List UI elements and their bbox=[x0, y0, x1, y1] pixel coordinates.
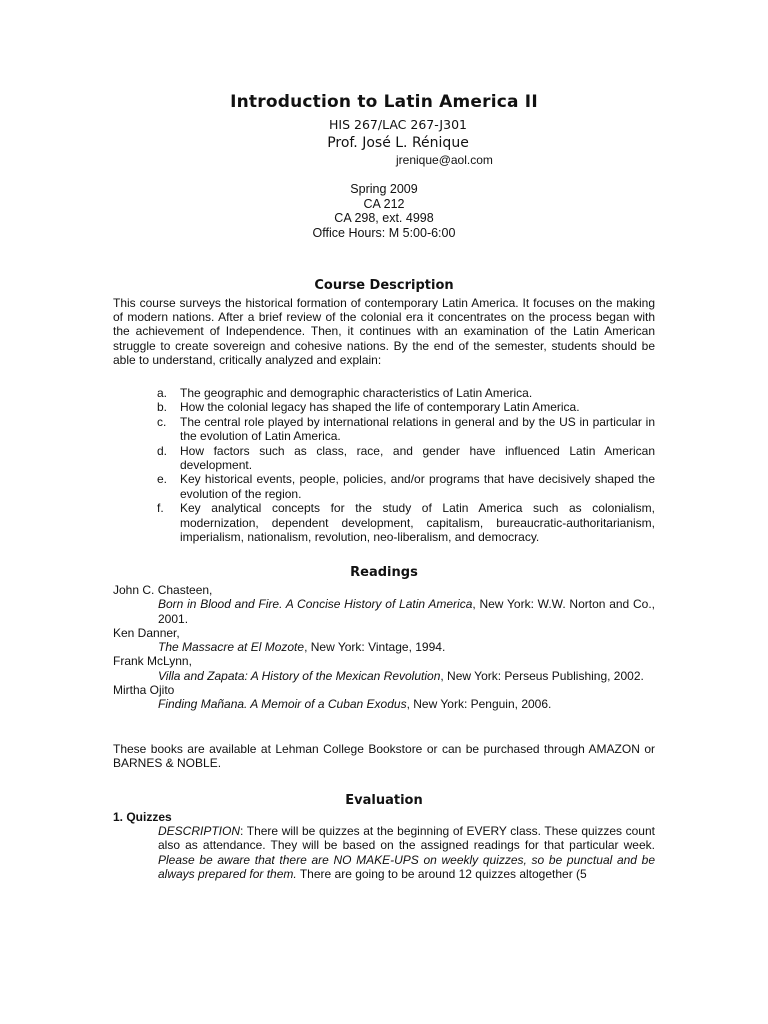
classroom: CA 212 bbox=[363, 196, 405, 211]
list-item: e. Key historical events, people, policies, and/or programs that have decisively shaped the evolution of the region. bbox=[157, 472, 655, 501]
reading-item bbox=[113, 626, 655, 655]
office-hours: Office Hours: M 5:00-6:00 bbox=[312, 225, 456, 240]
list-item: a. The geographic and demographic characteristics of Latin America. bbox=[157, 386, 533, 400]
list-item: b. How the colonial legacy has shaped the life of contemporary Latin America. bbox=[157, 400, 580, 415]
term: Spring 2009 bbox=[350, 182, 418, 196]
reading-reference bbox=[113, 640, 655, 654]
list-item: c. The central role played by international relations in general and by the US in particular in the evolution of Latin America. bbox=[157, 414, 655, 444]
course-title: Introduction to Latin America II bbox=[230, 92, 538, 112]
professor-name: Prof. José L. Rénique bbox=[327, 135, 469, 151]
course-description-heading: Course Description bbox=[314, 278, 454, 293]
book-title: Finding Mañana. A Memoir of a Cuban Exodus bbox=[158, 697, 407, 712]
office: CA 298, ext. 4998 bbox=[334, 211, 434, 226]
book-title: Villa and Zapata: A History of the Mexican Revolution bbox=[158, 668, 441, 683]
reading-reference bbox=[113, 697, 655, 711]
quizzes-warning: Please be aware that there are NO MAKE-UPS on weekly quizzes, so be punctual and be always prepared for them. bbox=[158, 852, 655, 882]
reading-item bbox=[113, 654, 655, 683]
publication-info: , New York: Penguin, 2006. bbox=[406, 697, 552, 712]
publication-info: , New York: Perseus Publishing, 2002. bbox=[440, 668, 644, 683]
quizzes-heading: 1. Quizzes bbox=[113, 810, 172, 824]
publication-info: , New York: W.W. Norton and Co., 2001. bbox=[158, 597, 655, 626]
professor-email: jrenique@aol.com bbox=[396, 153, 493, 167]
books-availability: These books are available at Lehman College Bookstore or can be purchased through AMAZON or BARNES & NOBLE. bbox=[113, 742, 655, 771]
quizzes-text: : There will be quizzes at the beginning of EVERY class. These quizzes count also as attendance. They will be based on the assigned readings for that particular week. bbox=[158, 824, 655, 853]
evaluation-heading: Evaluation bbox=[345, 793, 423, 808]
book-title: The Massacre at El Mozote bbox=[158, 640, 305, 655]
reading-author: Mirtha Ojito bbox=[113, 683, 175, 698]
reading-author: Frank McLynn, bbox=[113, 654, 192, 669]
reading-author: Ken Danner, bbox=[113, 625, 180, 640]
list-item: f. Key analytical concepts for the study of Latin America such as colonialism, modernization, dependent development, capitalism, bureaucratic-authoritarianism, imperialism, nationalism, revolution, neo-liberalism, and democracy. bbox=[157, 501, 655, 545]
reading-item bbox=[113, 583, 655, 626]
course-code: HIS 267/LAC 267-J301 bbox=[329, 117, 467, 132]
reading-reference bbox=[113, 669, 655, 683]
readings-heading: Readings bbox=[350, 565, 418, 580]
reading-author: John C. Chasteen, bbox=[113, 583, 213, 597]
course-description-paragraph: This course surveys the historical formation of contemporary Latin America. It focuses on the making of modern nations. After a brief review of the colonial era it concentrates on the process began with the achievement of Independence. Then, it continues with an examination of the Latin American struggle to create sovereign and cohesive nations. By the end of the semester, students should be able to understand, critically analyzed and explain: bbox=[113, 296, 655, 367]
publication-info: , New York: Vintage, 1994. bbox=[304, 640, 446, 655]
list-item: d. How factors such as class, race, and gender have influenced Latin American development. bbox=[157, 443, 655, 473]
quizzes-description bbox=[158, 824, 655, 882]
book-title: Born in Blood and Fire. A Concise History of Latin America bbox=[158, 597, 473, 612]
reading-item bbox=[113, 683, 655, 712]
reading-reference bbox=[113, 597, 655, 626]
quizzes-text-continued: There are going to be around 12 quizzes altogether (5 bbox=[296, 867, 587, 882]
objectives-list bbox=[113, 386, 655, 544]
readings-list bbox=[113, 583, 655, 712]
description-label: DESCRIPTION bbox=[158, 824, 241, 838]
course-info bbox=[300, 182, 468, 240]
